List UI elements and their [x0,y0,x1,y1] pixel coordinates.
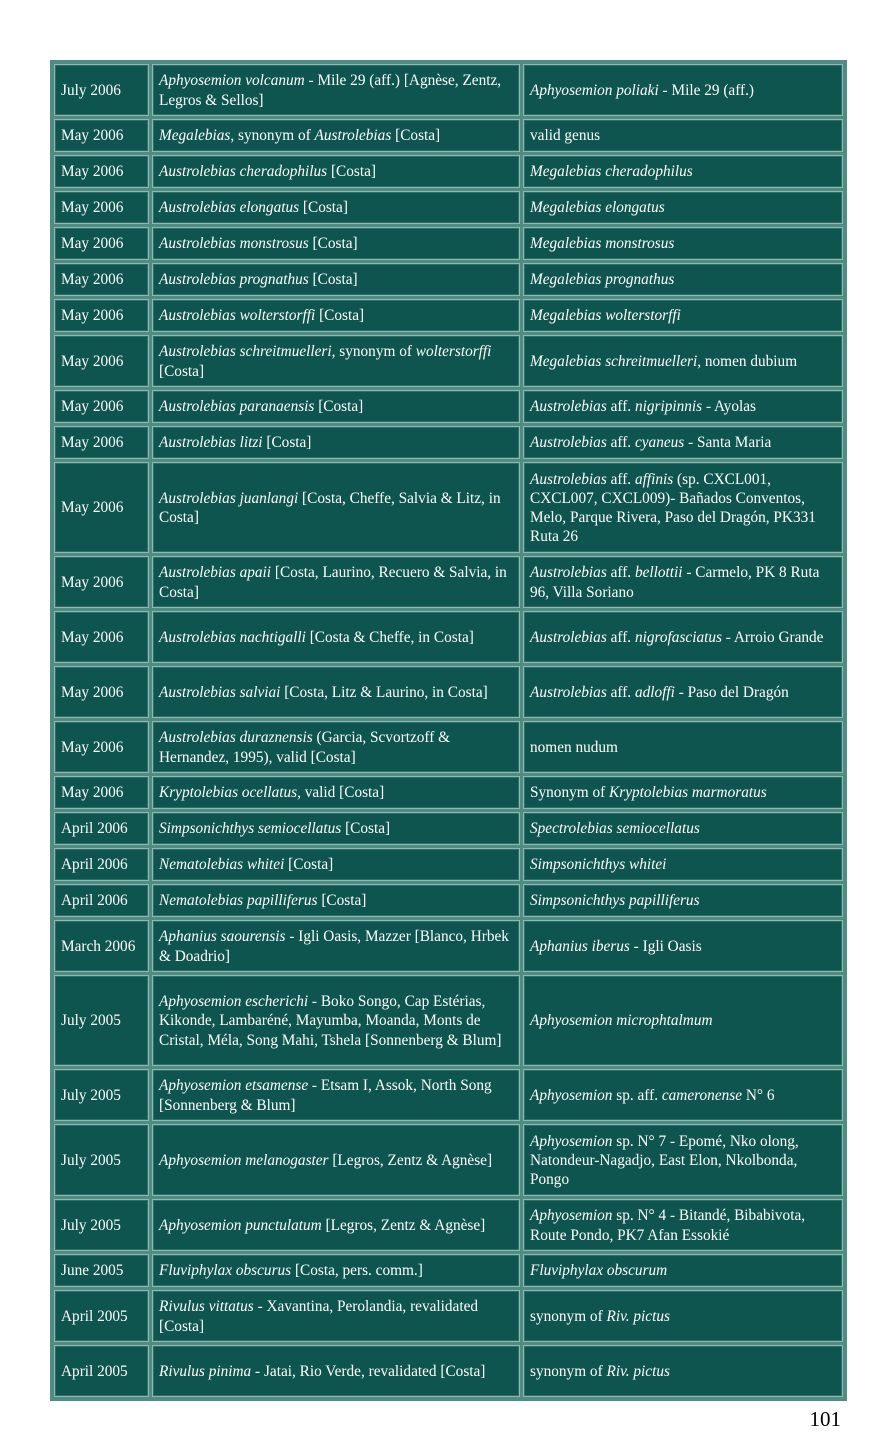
current-name-cell [523,611,843,663]
plain-text: - Igli Oasis, Mazzer [Blanco, Hrbek & Doadrio] [159,928,509,965]
former-name-cell [152,335,520,387]
former-name-cell [152,920,520,972]
table-row [54,920,843,972]
plain-text: [Costa] [314,398,364,416]
current-name-cell [523,1199,843,1251]
current-name-cell [523,1124,843,1196]
taxon-name-text: Austrolebias juanlangi [159,489,299,507]
taxon-name-text: Austrolebias monstrosus [159,235,309,253]
current-name-cell [523,462,843,553]
taxon-name-text: Megalebias wolterstorffi [530,307,681,325]
plain-text: - Etsam I, Assok, North Song [Sonnenberg & Blum] [159,1077,492,1114]
current-name-cell [523,975,843,1066]
plain-text: valid [Costa] [300,784,385,802]
table-row [54,848,843,881]
current-name-cell [523,1254,843,1287]
taxon-name-text: Nematolebias papilliferus [159,892,318,910]
taxon-name-text: Rivulus pinima [159,1362,252,1380]
current-name-cell [523,1345,843,1397]
taxon-name-text: Megalebias prognathus [530,271,675,289]
plain-text: aff. [606,398,635,416]
nomenclature-table-container [50,60,847,1401]
taxon-name-text: Austrolebias elongatus [159,199,300,217]
taxon-name-text: Austrolebias nachtigalli [159,628,306,646]
date-cell: April 2006 [54,812,149,845]
taxon-name-text: Aphyosemion poliaki [530,81,659,99]
former-name-cell [152,227,520,260]
table-row [54,1069,843,1121]
date-cell: May 2006 [54,556,149,608]
current-name-cell [523,119,843,152]
date-cell: May 2006 [54,263,149,296]
table-row [54,64,843,116]
taxon-name-text: Riv. pictus [606,1362,670,1380]
plain-text: aff. [606,628,635,646]
plain-text: [Costa] [284,856,334,874]
date-cell: May 2006 [54,390,149,423]
current-name-cell [523,390,843,423]
former-name-cell [152,721,520,773]
table-row [54,390,843,423]
plain-text: aff. [606,434,635,452]
taxon-name-text: Aphyosemion etsamense [159,1077,309,1095]
table-row [54,1290,843,1342]
table-row [54,975,843,1066]
taxon-name-text: Austrolebias [530,470,607,488]
table-row [54,812,843,845]
taxon-name-text: Nematolebias whitei [159,856,285,874]
taxon-name-text: Riv. pictus [606,1307,670,1325]
current-name-cell [523,426,843,459]
taxon-name-text: Megalebias elongatus [530,199,665,217]
plain-text: (Garcia, Scvortzoff & Hernandez, 1995), valid [Costa] [159,729,451,766]
table-row [54,776,843,809]
former-name-cell [152,611,520,663]
taxon-name-text: Aphanius iberus [530,937,630,955]
taxon-name-text: Aphyosemion [530,1132,613,1150]
taxon-name-text: Austrolebias apaii [159,564,272,582]
date-cell: May 2006 [54,191,149,224]
current-name-cell [523,263,843,296]
current-name-cell [523,721,843,773]
plain-text: [Costa] [317,892,367,910]
current-name-cell [523,299,843,332]
date-cell: April 2005 [54,1345,149,1397]
plain-text: [Costa] [299,199,348,217]
plain-text: Synonym of [530,784,610,802]
date-cell: May 2006 [54,335,149,387]
plain-text: [Costa] [262,434,312,452]
current-name-cell [523,556,843,608]
date-cell: May 2006 [54,426,149,459]
taxon-name-text: Aphyosemion [530,1086,613,1104]
taxon-name-text: Fluviphylax obscurum [530,1262,668,1280]
taxon-name-text: Simpsonichthys whitei [530,856,667,874]
plain-text: - Santa Maria [684,434,772,452]
former-name-cell [152,1290,520,1342]
plain-text: [Legros, Zentz & Agnèse] [328,1151,493,1169]
plain-text: [Costa] [159,362,205,380]
former-name-cell [152,390,520,423]
taxon-name-text: affinis [634,470,674,488]
plain-text: sp. N° 4 - Bitandé, Bibabivota, Route Pondo, PK7 Afan Essokié [530,1207,806,1244]
date-cell: May 2006 [54,611,149,663]
date-cell: May 2006 [54,462,149,553]
taxon-name-text: Kryptolebias marmoratus [609,784,767,802]
taxon-name-text: Austrolebias [530,683,607,701]
table-row [54,299,843,332]
taxon-name-text: Megalebias monstrosus [530,235,675,253]
table-row [54,155,843,188]
taxon-name-text: Austrolebias [530,628,607,646]
taxon-name-text: Aphanius saourensis [159,928,286,946]
taxon-name-text: cameronense [661,1086,742,1104]
taxon-name-text: Austrolebias schreitmuelleri [159,343,332,361]
plain-text: sp. N° 7 - Epomé, Nko olong, Natondeur-Nagadjo, East Elon, Nkolbonda, Pongo [530,1132,799,1189]
taxon-name-text: Aphyosemion punctulatum [159,1216,322,1234]
plain-text: [Costa & Cheffe, in Costa] [305,628,474,646]
page-number: 101 [809,1407,841,1431]
taxon-name-text: Kryptolebias ocellatus, [159,784,301,802]
former-name-cell [152,1199,520,1251]
taxon-name-text: nigripinnis [634,398,703,416]
former-name-cell [152,119,520,152]
table-row [54,721,843,773]
former-name-cell [152,1254,520,1287]
plain-text: [Costa, Cheffe, Salvia & Litz, in Costa] [159,489,501,526]
date-cell: April 2005 [54,1290,149,1342]
current-name-cell [523,776,843,809]
date-cell: May 2006 [54,666,149,718]
taxon-name-text: Austrolebias [530,398,607,416]
former-name-cell [152,299,520,332]
date-cell: March 2006 [54,920,149,972]
taxon-name-text: Austrolebias [530,434,607,452]
taxon-name-text: Spectrolebias semiocellatus [530,820,700,838]
taxon-name-text: Megalebias [159,127,231,145]
plain-text: [Costa] [308,271,358,289]
table-row [54,426,843,459]
former-name-cell [152,884,520,917]
current-name-cell [523,1069,843,1121]
taxon-name-text: Austrolebias litzi [159,434,263,452]
table-row [54,227,843,260]
plain-text: - Mile 29 (aff.) [658,81,755,99]
plain-text: nomen nudum [530,738,618,756]
table-row [54,335,843,387]
former-name-cell [152,1124,520,1196]
taxon-name-text: Austrolebias wolterstorffi [159,307,316,325]
current-name-cell [523,191,843,224]
table-row [54,1345,843,1397]
plain-text: - Paso del Dragón [674,683,789,701]
plain-text: - Mile 29 (aff.) [Agnèse, Zentz, Legros & Sellos] [159,72,502,109]
current-name-cell [523,884,843,917]
current-name-cell [523,848,843,881]
former-name-cell [152,848,520,881]
plain-text: , synonym of [331,343,416,361]
former-name-cell [152,556,520,608]
taxon-name-text: Austrolebias duraznensis [159,729,313,747]
plain-text: - Jatai, Rio Verde, revalidated [Costa] [251,1362,486,1380]
table-row [54,191,843,224]
table-row [54,556,843,608]
date-cell: July 2006 [54,64,149,116]
date-cell: May 2006 [54,227,149,260]
plain-text: aff. [606,683,635,701]
current-name-cell [523,335,843,387]
table-row [54,611,843,663]
plain-text: [Costa] [341,820,391,838]
date-cell: July 2005 [54,1069,149,1121]
plain-text: - Arroio Grande [721,628,824,646]
date-cell: May 2006 [54,776,149,809]
date-cell: July 2005 [54,1199,149,1251]
plain-text: [Costa] [315,307,365,325]
date-cell: April 2006 [54,884,149,917]
plain-text: [Costa] [327,163,376,181]
taxon-name-text: Simpsonichthys semiocellatus [159,820,342,838]
date-cell: April 2006 [54,848,149,881]
plain-text: [Costa, Litz & Laurino, in Costa] [280,683,488,701]
plain-text: nomen dubium [701,352,798,370]
plain-text: (sp. CXCL001, CXCL007, CXCL009)- Bañados Conventos, Melo, Parque Rivera, Paso del Dragón, PK331 Ruta 26 [530,470,816,546]
plain-text: valid genus [530,127,601,145]
taxon-name-text: Megalebias schreitmuelleri, [530,352,702,370]
date-cell: May 2006 [54,119,149,152]
former-name-cell [152,1069,520,1121]
former-name-cell [152,975,520,1066]
date-cell: June 2005 [54,1254,149,1287]
date-cell: July 2005 [54,975,149,1066]
plain-text: - Ayolas [702,398,756,416]
former-name-cell [152,155,520,188]
taxon-name-text: adloffi [634,683,675,701]
current-name-cell [523,64,843,116]
plain-text: [Legros, Zentz & Agnèse] [321,1216,486,1234]
taxon-name-text: Austrolebias paranaensis [159,398,315,416]
former-name-cell [152,1345,520,1397]
taxon-name-text: bellottii [634,564,683,582]
plain-text: synonym of [530,1307,607,1325]
former-name-cell [152,64,520,116]
former-name-cell [152,812,520,845]
plain-text: sp. aff. [612,1086,662,1104]
taxon-name-text: Megalebias cheradophilus [530,163,693,181]
current-name-cell [523,1290,843,1342]
current-name-cell [523,812,843,845]
taxon-name-text: Fluviphylax obscurus [159,1262,292,1280]
plain-text: - Xavantina, Perolandia, revalidated [Costa] [159,1298,479,1335]
plain-text: aff. [606,564,635,582]
former-name-cell [152,191,520,224]
plain-text: - Boko Songo, Cap Estérias, Kikonde, Lambaréné, Mayumba, Moanda, Monts de Cristal, Méla, Song Mahi, Tshela [Sonnenberg & Blum] [159,993,502,1049]
taxon-name-text: wolterstorffi [415,343,492,361]
former-name-cell [152,426,520,459]
table-body [54,64,843,1397]
plain-text: [Costa] [308,235,358,253]
plain-text: , synonym of [230,127,315,145]
table-row [54,884,843,917]
taxon-name-text: Aphyosemion [530,1207,613,1225]
taxon-name-text: Aphyosemion escherichi [159,993,309,1011]
plain-text: aff. [606,470,635,488]
plain-text: [Costa] [391,127,441,145]
taxon-name-text: Austrolebias [530,564,607,582]
table-row [54,666,843,718]
table-row [54,1254,843,1287]
current-name-cell [523,666,843,718]
date-cell: May 2006 [54,721,149,773]
former-name-cell [152,776,520,809]
taxon-name-text: nigrofasciatus [634,628,722,646]
taxon-name-text: Austrolebias salviai [159,683,281,701]
table-row [54,1199,843,1251]
date-cell: July 2005 [54,1124,149,1196]
taxon-name-text: Austrolebias prognathus [159,271,309,289]
current-name-cell [523,920,843,972]
plain-text: [Costa, Laurino, Recuero & Salvia, in Costa] [159,564,507,601]
date-cell: May 2006 [54,155,149,188]
table-row [54,263,843,296]
taxon-name-text: cyaneus [634,434,685,452]
current-name-cell [523,155,843,188]
date-cell: May 2006 [54,299,149,332]
taxon-name-text: Austrolebias cheradophilus [159,163,328,181]
taxon-name-text: Aphyosemion volcanum [159,72,305,90]
taxon-name-text: Rivulus vittatus [159,1298,254,1316]
taxon-name-text: Austrolebias [314,127,392,145]
taxon-name-text: Aphyosemion melanogaster [159,1151,329,1169]
nomenclature-changes-table [51,61,846,1400]
plain-text: N° 6 [742,1086,775,1104]
former-name-cell [152,462,520,553]
table-row [54,119,843,152]
taxon-name-text: Aphyosemion microphtalmum [530,1012,713,1030]
plain-text: - Igli Oasis [629,937,702,955]
table-row [54,1124,843,1196]
plain-text: synonym of [530,1362,607,1380]
taxon-name-text: Simpsonichthys papilliferus [530,892,700,910]
former-name-cell [152,666,520,718]
plain-text: [Costa, pers. comm.] [291,1262,423,1280]
table-row [54,462,843,553]
former-name-cell [152,263,520,296]
plain-text: - Carmelo, PK 8 Ruta 96, Villa Soriano [530,564,820,601]
current-name-cell [523,227,843,260]
